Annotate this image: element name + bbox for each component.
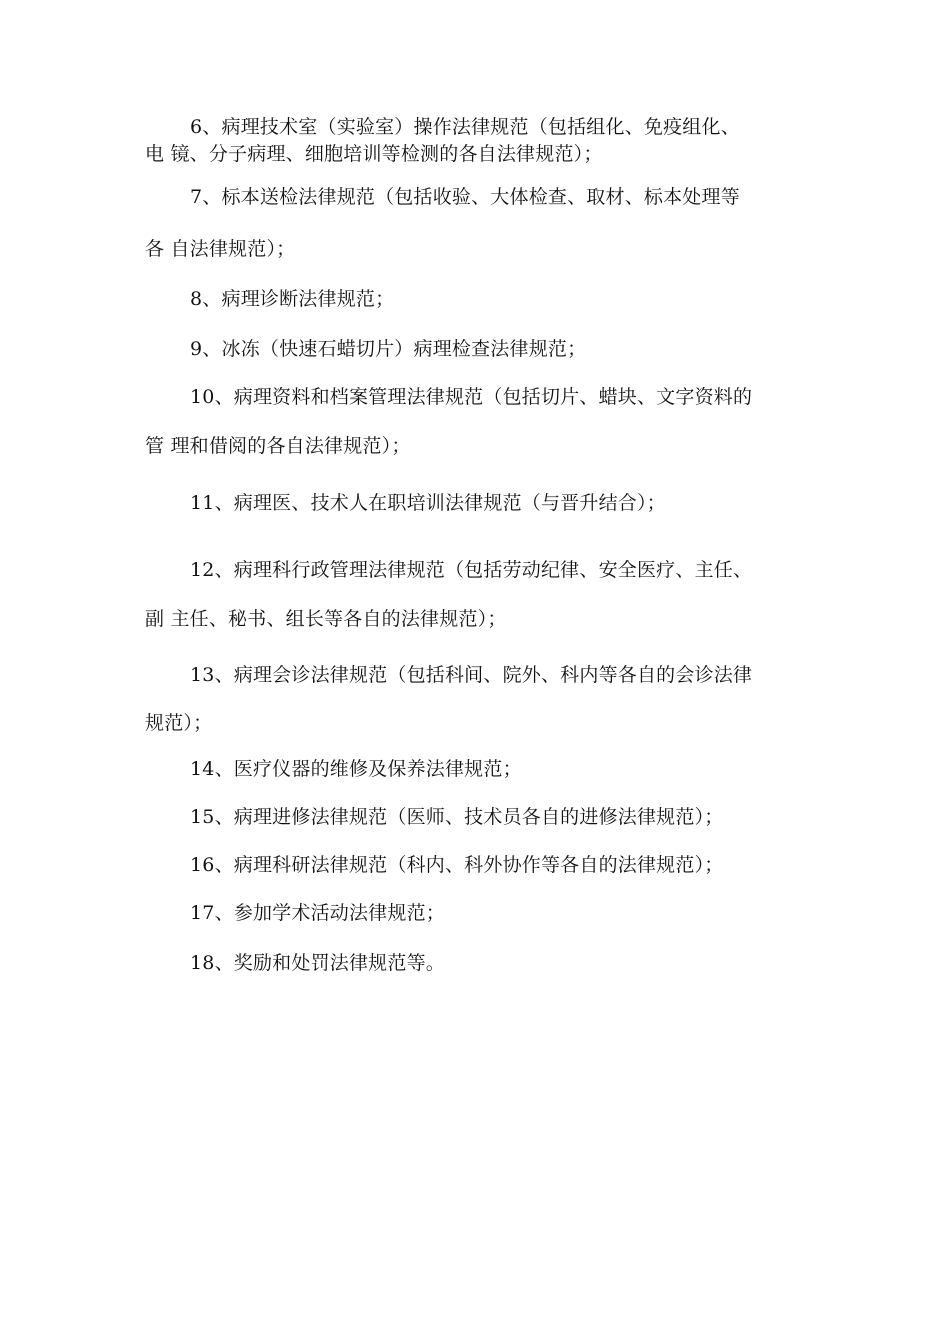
item-line-1: 6、病理技术室（实验室）操作法律规范（包括组化、免疫组化、 [190,116,740,138]
item-line-2: 各 自法律规范）； [145,238,296,260]
item-line-1: 14、医疗仪器的维修及保养法律规范； [190,758,522,780]
item-line-1: 18、奖励和处罚法律规范等。 [190,952,445,974]
item-line-2: 管 理和借阅的各自法律规范）； [145,435,411,457]
item-line-1: 15、病理进修法律规范（医师、技术员各自的进修法律规范）； [190,806,724,828]
item-line-2: 规范）； [145,712,213,734]
item-line-1: 10、病理资料和档案管理法律规范（包括切片、蜡块、文字资料的 [190,386,753,408]
item-line-1: 12、病理科行政管理法律规范（包括劳动纪律、安全医疗、主任、 [190,559,753,581]
item-line-2: 副 主任、秘书、组长等各自的法律规范）； [145,608,507,630]
item-line-1: 11、病理医、技术人在职培训法律规范（与晋升结合）； [190,492,666,514]
item-line-1: 8、病理诊断法律规范； [190,288,395,310]
item-line-1: 9、冰冻（快速石蜡切片）病理检查法律规范； [190,338,587,360]
item-line-1: 7、标本送检法律规范（包括收验、大体检查、取材、标本处理等 [190,186,740,208]
item-line-1: 17、参加学术活动法律规范； [190,902,445,924]
item-line-1: 16、病理科研法律规范（科内、科外协作等各自的法律规范）； [190,854,724,876]
item-line-1: 13、病理会诊法律规范（包括科间、院外、科内等各自的会诊法律 [190,664,753,686]
item-line-2: 电 镜、分子病理、细胞培训等检测的各自法律规范）； [145,143,603,165]
